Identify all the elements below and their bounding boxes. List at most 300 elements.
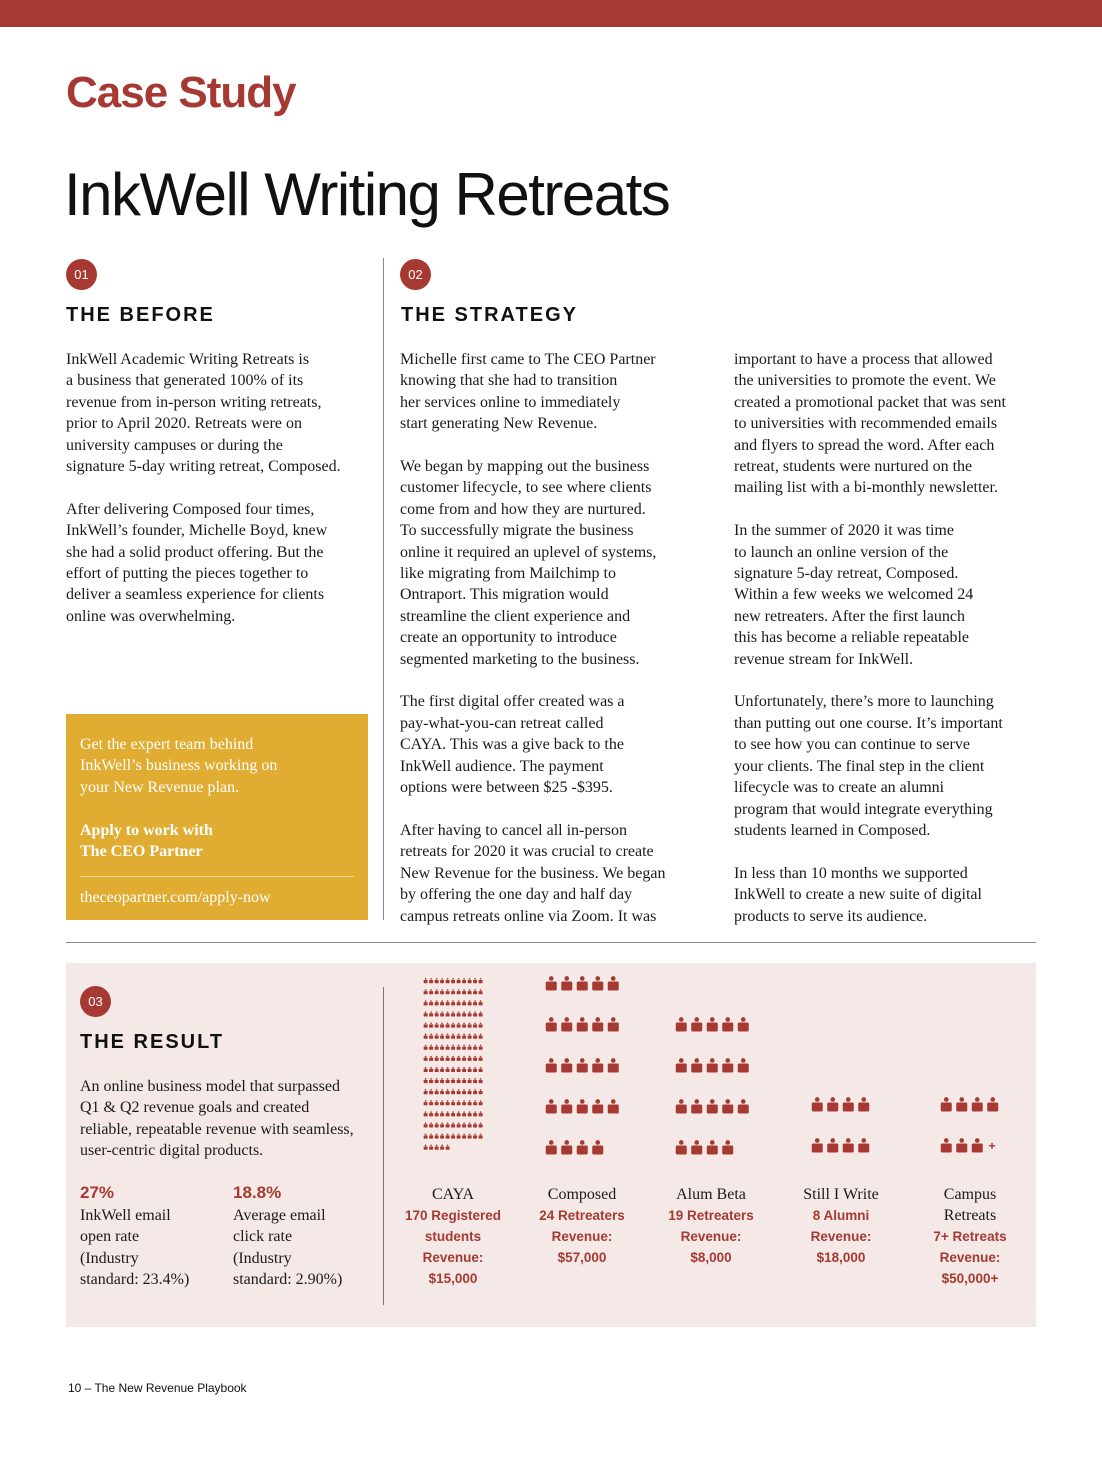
person-icon [479,1011,483,1016]
person-icon [462,1045,466,1050]
person-icon [468,1056,472,1061]
person-icon [479,1067,483,1072]
person-icon [479,1111,483,1116]
person-icon [972,1097,983,1111]
person-icon [429,1056,433,1061]
person-icon [435,1078,439,1083]
person-icon [457,1045,461,1050]
text-line: Get the expert team behind [80,736,254,753]
text-line: signature 5-day writing retreat, Composed. [66,458,341,476]
result-heading: THE RESULT [80,1031,225,1053]
text-line: come from and how they are nurtured. [400,500,646,518]
person-icon [457,1111,461,1116]
person-icon [987,1097,998,1111]
person-icon [440,1133,444,1138]
text-line: InkWell’s business working on [80,757,278,775]
text-line: she had a solid product offering. But the [66,543,324,561]
column-name: CAYA [431,1186,475,1203]
cta-apply-text[interactable] [80,820,354,863]
person-icon [457,1034,461,1039]
person-icon [429,1011,433,1016]
person-icon [424,1000,428,1005]
person-icon [722,1099,733,1113]
column-stat: students [424,1229,482,1244]
alum-beta-people-icons [674,1017,752,1172]
section-number-badge: 02 [400,259,431,290]
column-stat: $8,000 [690,1250,732,1265]
person-icon [440,1022,444,1027]
section-number-badge: 01 [66,259,97,290]
person-icon [435,1067,439,1072]
person-icon [457,1078,461,1083]
person-icon [722,1058,733,1072]
column-stat: $57,000 [557,1250,607,1265]
person-icon [561,1058,572,1072]
text-line: products to serve its audience. [734,907,928,925]
person-icon [462,1067,466,1072]
text-line: (Industry [80,1249,139,1267]
text-line: new retreaters. After the first launch [734,607,966,625]
text-line: to universities with recommended emails [734,415,998,433]
person-icon [424,1067,428,1072]
person-icon [479,978,483,983]
text-line: online was overwhelming. [66,607,236,625]
person-icon [424,1145,428,1150]
text-line: Michelle first came to The CEO Partner [400,351,656,368]
person-icon [440,1000,444,1005]
person-icon [473,1100,477,1105]
person-icon [462,1100,466,1105]
person-icon [561,1099,572,1113]
person-icon [440,1056,444,1061]
person-icon [457,989,461,994]
person-icon [446,1011,450,1016]
person-icon [446,1067,450,1072]
person-icon [468,1122,472,1127]
person-icon [577,1099,588,1113]
person-icon [429,978,433,983]
person-icon [972,1138,983,1152]
cta-text [80,734,354,798]
person-icon [722,1017,733,1031]
person-icon [956,1097,967,1111]
text-line: click rate [233,1228,293,1246]
person-icon [479,1078,483,1083]
person-icon [479,989,483,994]
text-line: standard: 2.90%) [233,1271,343,1289]
person-icon [440,1034,444,1039]
text-line: create an opportunity to introduce [400,629,617,647]
column-stat: 7+ Retreats [933,1229,1007,1244]
text-line: Average email [233,1207,326,1224]
person-icon [827,1138,838,1152]
person-icon [424,1111,428,1116]
text-line: segmented marketing to the business. [400,650,640,668]
person-icon [462,1111,466,1116]
person-icon [561,1017,572,1031]
person-icon [435,1089,439,1094]
person-icon [424,1089,428,1094]
person-icon [435,1045,439,1050]
person-icon [812,1097,823,1111]
text-line: (Industry [233,1249,292,1267]
text-line: Ontraport. This migration would [400,586,609,604]
person-icon [440,1067,444,1072]
person-icon [451,1133,455,1138]
person-icon [546,1058,557,1072]
person-icon [446,1089,450,1094]
person-icon [468,1011,472,1016]
paragraph [734,520,1044,670]
person-icon [473,1034,477,1039]
person-icon [451,1034,455,1039]
column-name: Still I Write [803,1186,879,1203]
person-icon [608,976,619,990]
column-name: Composed [547,1186,617,1203]
person-icon [843,1097,854,1111]
person-icon [451,989,455,994]
person-icon [473,989,477,994]
cta-divider [80,876,354,877]
text-line: We began by mapping out the business [400,458,650,476]
person-icon [429,1045,433,1050]
person-icon [468,1100,472,1105]
person-icon [451,1078,455,1083]
person-icon [424,978,428,983]
person-icon [424,1122,428,1127]
column-name: Retreats [943,1207,997,1224]
text-line: the universities to promote the event. We [734,372,996,390]
person-icon [457,1133,461,1138]
text-line: After having to cancel all in-person [400,821,628,839]
text-line: prior to April 2020. Retreats were on [66,415,302,433]
person-icon [429,1111,433,1116]
person-icon [479,1034,483,1039]
person-icon [462,978,466,983]
person-icon [473,1056,477,1061]
column-stat: $18,000 [816,1250,866,1265]
person-icon [473,1133,477,1138]
paragraph [734,863,1044,927]
person-icon [457,1011,461,1016]
person-icon [446,1078,450,1083]
person-icon [858,1138,869,1152]
person-icon [592,976,603,990]
text-line: In less than 10 months we supported [734,864,968,882]
person-icon [468,1067,472,1072]
person-icon [707,1058,718,1072]
person-icon [468,1045,472,1050]
person-icon [424,1056,428,1061]
paragraph [400,820,720,927]
person-icon [738,1017,749,1031]
person-icon [462,1078,466,1083]
person-icon [446,1122,450,1127]
strategy-heading: THE STRATEGY [401,304,578,326]
section-divider [66,942,1036,943]
person-icon [429,1067,433,1072]
text-line: pay-what-you-can retreat called [400,714,604,732]
text-line: deliver a seamless experience for clients [66,586,325,604]
person-icon [462,1022,466,1027]
person-icon [676,1017,687,1031]
person-icon [435,1000,439,1005]
section-number-badge: 03 [80,986,111,1017]
text-line: InkWell to create a new suite of digital [734,886,982,904]
text-line: In the summer of 2020 it was time [734,522,954,540]
person-icon [457,1122,461,1127]
column-stat: Revenue: [680,1229,742,1244]
text-line: New Revenue for the business. We began [400,864,666,882]
person-icon [676,1099,687,1113]
composed-stats [517,1184,647,1268]
text-line: to launch an online version of the [734,543,949,561]
person-icon [435,1145,439,1150]
stat-click-rate-value: 18.8% [233,1183,282,1202]
person-icon [473,1000,477,1005]
person-icon [462,1034,466,1039]
caya-stats [388,1184,518,1289]
person-icon [468,1000,472,1005]
column-stat: 8 Alumni [812,1208,870,1223]
person-icon [577,1058,588,1072]
person-icon [479,1133,483,1138]
person-icon [577,976,588,990]
text-line: reliable, repeatable revenue with seamless, [80,1120,354,1138]
column-stat: Revenue: [551,1229,613,1244]
person-icon [457,1056,461,1061]
campus-retreats-stats [905,1184,1035,1289]
person-icon [446,1000,450,1005]
person-icon [435,1022,439,1027]
person-icon [561,1140,572,1154]
person-icon [546,1099,557,1113]
person-icon [592,1099,603,1113]
person-icon [446,1133,450,1138]
person-icon [546,1017,557,1031]
person-icon [479,1056,483,1061]
person-icon [858,1097,869,1111]
text-line: InkWell’s founder, Michelle Boyd, knew [66,522,328,540]
person-icon [451,1100,455,1105]
person-icon [577,1140,588,1154]
person-icon [707,1140,718,1154]
person-icon [561,976,572,990]
person-icon [738,1099,749,1113]
still-i-write-people-icons [810,1097,874,1171]
person-icon [440,1078,444,1083]
person-icon [738,1058,749,1072]
person-icon [608,1017,619,1031]
person-icon [435,1133,439,1138]
text-line: university campuses or during the [66,436,283,454]
text-line: Apply to work with [80,821,213,839]
person-icon [462,1133,466,1138]
text-line: Within a few weeks we welcomed 24 [734,586,974,604]
column-stat: Revenue: [810,1229,872,1244]
person-icon [592,1017,603,1031]
column-stat: 19 Retreaters [668,1208,754,1223]
column-stat: 170 Registered [404,1208,502,1223]
before-heading: THE BEFORE [66,304,215,326]
person-icon [691,1017,702,1031]
text-line: lifecycle was to create an alumni [734,779,945,797]
person-icon [812,1138,823,1152]
person-icon [956,1138,967,1152]
person-icon [446,1045,450,1050]
text-line: created a promotional packet that was sent [734,393,1006,411]
person-icon [451,978,455,983]
cta-link[interactable]: theceopartner.com/apply-now [80,889,271,907]
strategy-body-col2 [734,349,1044,948]
column-name: Campus [943,1186,997,1203]
person-icon [424,1045,428,1050]
person-icon [451,1122,455,1127]
person-icon [462,989,466,994]
text-line: streamline the client experience and [400,607,631,625]
result-body [80,1076,380,1162]
person-icon [440,978,444,983]
person-icon [473,1022,477,1027]
column-stat: Revenue: [939,1250,1001,1265]
cta-box[interactable] [66,714,368,920]
text-line: Unfortunately, there’s more to launching [734,693,994,711]
person-icon [479,1022,483,1027]
person-icon [546,1140,557,1154]
text-line: InkWell Academic Writing Retreats is [66,351,310,368]
person-icon [457,1000,461,1005]
person-icon [468,1089,472,1094]
person-icon [473,1045,477,1050]
person-icon [592,1140,603,1154]
person-icon [707,1017,718,1031]
top-accent-bar [0,0,1102,27]
person-icon [451,1000,455,1005]
person-icon [440,1089,444,1094]
person-icon [473,1089,477,1094]
person-icon [691,1140,702,1154]
person-icon [440,989,444,994]
alum-beta-stats [646,1184,776,1268]
person-icon [827,1097,838,1111]
person-icon [451,1089,455,1094]
before-body [66,349,376,649]
text-line: InkWell audience. The payment [400,757,604,775]
person-icon [435,1056,439,1061]
person-icon [424,1078,428,1083]
text-line: signature 5-day retreat, Composed. [734,565,959,583]
person-icon [446,989,450,994]
person-icon [608,1099,619,1113]
text-line: Q1 & Q2 revenue goals and created [80,1099,310,1117]
column-stat: 24 Retreaters [539,1208,625,1223]
text-line: revenue from in-person writing retreats, [66,393,322,411]
person-icon [676,1058,687,1072]
paragraph [66,499,376,627]
person-icon [577,1017,588,1031]
person-icon [435,1111,439,1116]
person-icon [473,978,477,983]
person-icon [468,1111,472,1116]
person-icon [429,1078,433,1083]
paragraph [400,456,720,670]
person-icon [479,1122,483,1127]
person-icon [451,1022,455,1027]
text-line: An online business model that surpassed [80,1078,340,1095]
text-line: The CEO Partner [80,843,203,861]
person-icon [462,1011,466,1016]
person-icon [440,1145,444,1150]
paragraph [400,691,720,798]
person-icon [446,1111,450,1116]
text-line: program that would integrate everything [734,800,993,818]
person-icon [446,1145,450,1150]
person-icon [473,1067,477,1072]
person-icon [424,1022,428,1027]
person-icon [451,1056,455,1061]
text-line: CAYA. This was a give back to the [400,736,624,754]
person-icon [451,1067,455,1072]
person-icon [462,1089,466,1094]
person-icon [429,1089,433,1094]
person-icon [691,1099,702,1113]
text-line: your clients. The final step in the client [734,757,985,775]
text-line: her services online to immediately [400,393,621,411]
person-icon [457,978,461,983]
column-divider [383,258,384,920]
person-icon [440,1122,444,1127]
campus-retreats-people-icons [939,1097,1007,1171]
text-line: user-centric digital products. [80,1142,264,1160]
person-icon [457,1089,461,1094]
person-icon [722,1140,733,1154]
person-icon [429,1022,433,1027]
person-icon [468,1022,472,1027]
person-icon [462,1000,466,1005]
person-icon [462,1122,466,1127]
text-line: mailing list with a bi-monthly newsletter. [734,479,998,497]
person-icon [429,1034,433,1039]
text-line: online it required an uplevel of systems, [400,543,657,561]
person-icon [424,1133,428,1138]
person-icon [451,1011,455,1016]
person-icon [457,1067,461,1072]
text-line: After delivering Composed four times, [66,500,315,518]
person-icon [608,1058,619,1072]
text-line: options were between $25 -$395. [400,779,613,797]
person-icon [468,1034,472,1039]
text-line: this has become a reliable repeatable [734,629,969,647]
text-line: retreat, students were nurtured on the [734,458,973,476]
column-stat: $15,000 [428,1271,478,1286]
person-icon [440,1111,444,1116]
person-icon [435,989,439,994]
person-icon [435,1100,439,1105]
person-icon [429,1133,433,1138]
column-stat: $50,000+ [941,1271,999,1286]
person-icon [424,1011,428,1016]
person-icon [429,1100,433,1105]
person-icon [843,1138,854,1152]
text-line: standard: 23.4%) [80,1271,190,1289]
column-stat: Revenue: [422,1250,484,1265]
person-icon [424,989,428,994]
text-line: than putting out one course. It’s important [734,714,1003,732]
person-icon [479,1100,483,1105]
page-title: InkWell Writing Retreats [64,161,670,228]
text-line: by offering the one day and half day [400,886,633,904]
person-icon [479,1000,483,1005]
